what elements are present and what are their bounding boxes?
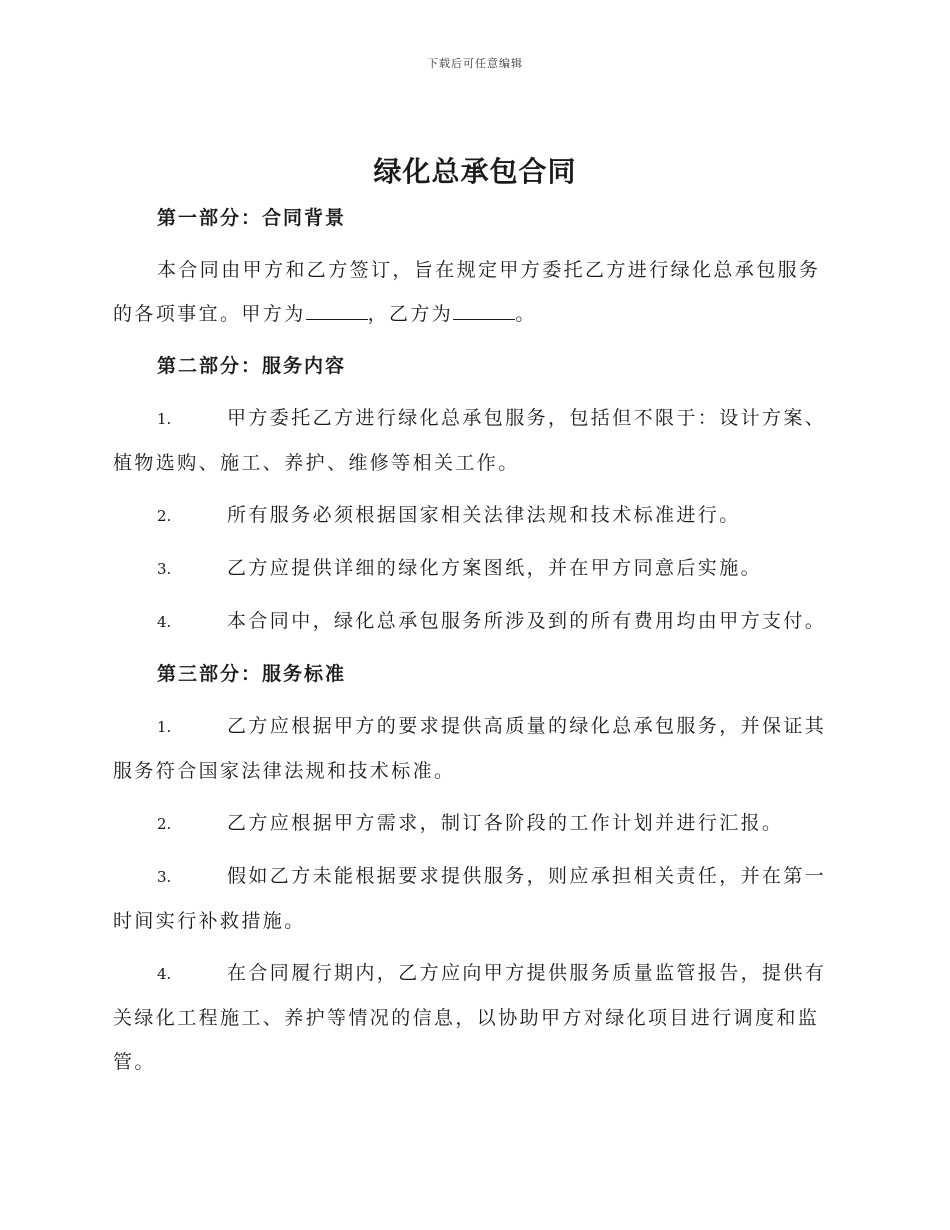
item-number: 3.	[157, 868, 172, 886]
para-text-c: 。	[515, 303, 537, 325]
item-number: 2.	[157, 815, 172, 833]
header-note: 下载后可任意编辑	[427, 57, 523, 70]
para-text-a: 本合同由甲方和乙方签订，旨在规定甲方委托乙方进行绿化总承包服务的各项事宜。甲方为	[113, 259, 821, 325]
item-number: 4.	[157, 613, 172, 631]
para-text-b: ，乙方为	[367, 303, 454, 325]
item-text: 乙方应根据甲方的要求提供高质量的绿化总承包服务，并保证其服务符合国家法律法规和技术标准。	[113, 715, 827, 782]
section-heading-3: 第三部分：服务标准	[157, 663, 347, 685]
item-number: 2.	[157, 507, 172, 525]
list-item	[113, 801, 835, 846]
item-text: 所有服务必须根据国家相关法律法规和技术标准进行。	[227, 504, 741, 526]
list-item	[113, 493, 835, 538]
list-item	[113, 854, 835, 943]
section-heading-2: 第二部分：服务内容	[157, 355, 347, 377]
section-1-paragraph	[113, 248, 835, 336]
document-title: 绿化总承包合同	[373, 155, 577, 188]
document-body	[113, 196, 835, 1084]
item-text: 乙方应提供详细的绿化方案图纸，并在甲方同意后实施。	[227, 557, 763, 579]
list-item	[113, 396, 835, 485]
list-item	[113, 599, 835, 644]
item-text: 假如乙方未能根据要求提供服务，则应承担相关责任，并在第一时间实行补救措施。	[113, 865, 827, 932]
party-a-blank	[306, 303, 368, 320]
item-text: 在合同履行期内，乙方应向甲方提供服务质量监管报告，提供有关绿化工程施工、养护等情况的信息，以协助甲方对绿化项目进行调度和监管。	[113, 962, 827, 1073]
item-number: 3.	[157, 560, 172, 578]
party-b-blank	[453, 303, 515, 320]
item-text: 本合同中，绿化总承包服务所涉及到的所有费用均由甲方支付。	[227, 610, 827, 632]
item-number: 1.	[157, 410, 172, 428]
list-item	[113, 951, 835, 1084]
item-text: 甲方委托乙方进行绿化总承包服务，包括但不限于：设计方案、植物选购、施工、养护、维修等相关工作。	[113, 407, 827, 474]
list-item	[113, 704, 835, 793]
section-heading-1: 第一部分：合同背景	[157, 207, 347, 229]
item-number: 4.	[157, 965, 172, 983]
item-text: 乙方应根据甲方需求，制订各阶段的工作计划并进行汇报。	[227, 812, 784, 834]
list-item	[113, 546, 835, 591]
item-number: 1.	[157, 718, 172, 736]
